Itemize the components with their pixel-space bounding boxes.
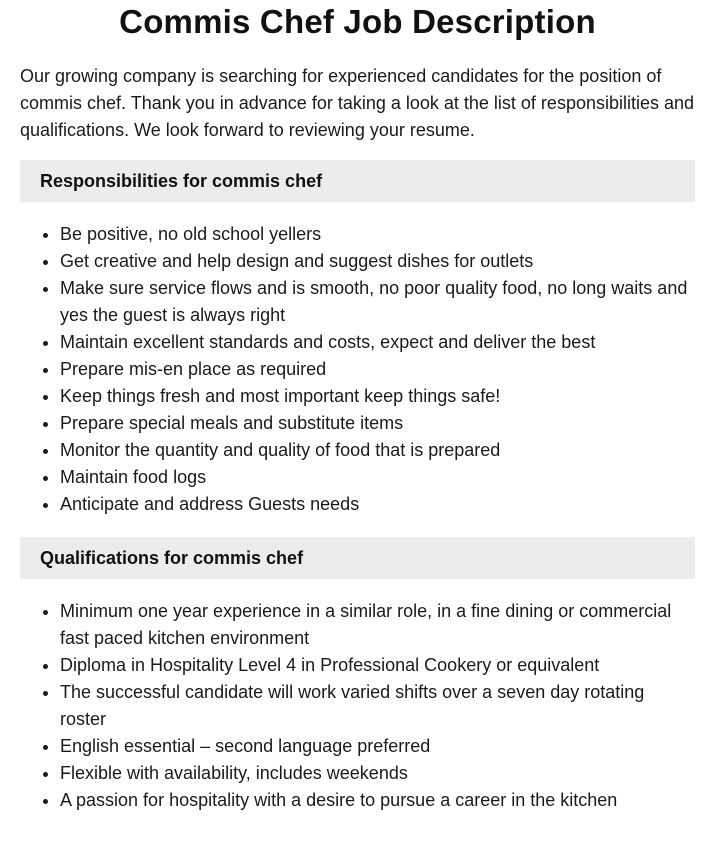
list-item: • Prepare mis-en place as required (60, 356, 695, 383)
responsibilities-list (20, 221, 695, 518)
list-item: • Be positive, no old school yellers (60, 221, 695, 248)
list-item: • Monitor the quantity and quality of food that is prepared (60, 437, 695, 464)
list-item: • Make sure service flows and is smooth, no poor quality food, no long waits and yes the guest is always right (60, 275, 695, 329)
list-item: • Minimum one year experience in a similar role, in a fine dining or commercial fast paced kitchen environment (60, 598, 695, 652)
list-item: • Anticipate and address Guests needs (60, 491, 695, 518)
list-item: • Flexible with availability, includes weekends (60, 760, 695, 787)
qualifications-heading: Qualifications for commis chef (20, 537, 695, 579)
responsibilities-heading: Responsibilities for commis chef (20, 160, 695, 202)
list-item: • Diploma in Hospitality Level 4 in Professional Cookery or equivalent (60, 652, 695, 679)
list-item: • Maintain excellent standards and costs, expect and deliver the best (60, 329, 695, 356)
list-item: • English essential – second language preferred (60, 733, 695, 760)
list-item: • The successful candidate will work varied shifts over a seven day rotating roster (60, 679, 695, 733)
list-item: • Keep things fresh and most important keep things safe! (60, 383, 695, 410)
list-item: • Prepare special meals and substitute items (60, 410, 695, 437)
list-item: • A passion for hospitality with a desire to pursue a career in the kitchen (60, 787, 695, 814)
intro-paragraph: Our growing company is searching for experienced candidates for the position of commis chef. Thank you in advance for taking a look at the list of responsibilities and qualifications. We look forward to reviewing your resume. (20, 66, 695, 140)
page-title: Commis Chef Job Description (119, 3, 596, 40)
qualifications-list (20, 598, 695, 814)
list-item: • Maintain food logs (60, 464, 695, 491)
list-item: • Get creative and help design and suggest dishes for outlets (60, 248, 695, 275)
